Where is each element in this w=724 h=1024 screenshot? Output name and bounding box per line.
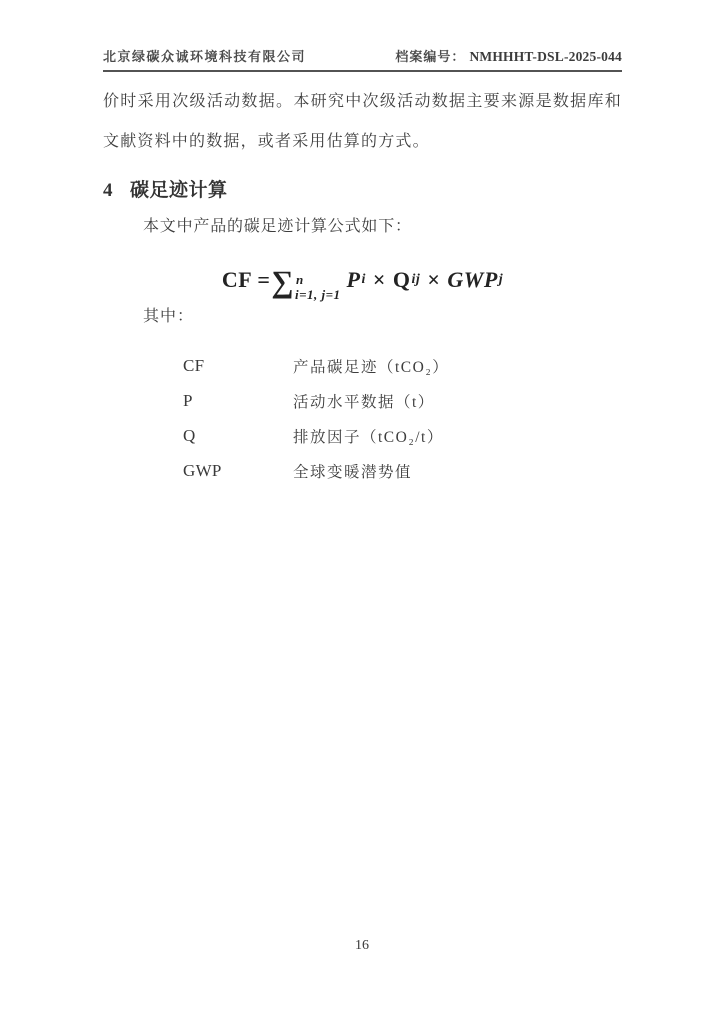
definition-row xyxy=(103,453,622,488)
formula-intro: 本文中产品的碳足迹计算公式如下： xyxy=(143,218,412,235)
definition-list xyxy=(103,348,622,488)
sigma-lower-limit: i=1, j=1 xyxy=(294,287,341,302)
formula-term-q: Q xyxy=(392,267,411,292)
section-heading xyxy=(103,178,622,204)
definition-description: 全球变暖潜势值 xyxy=(293,463,413,481)
formula-term-gwp: GWP xyxy=(447,267,498,292)
definition-description: 活动水平数据（t） xyxy=(293,393,435,411)
formula-lhs: CF = xyxy=(221,267,271,292)
archive-number xyxy=(395,46,622,65)
page-header xyxy=(103,46,622,72)
definition-description: 产品碳足迹（tCO₂） xyxy=(293,358,450,376)
section-number: 4 xyxy=(103,180,113,201)
formula-term-p-subscript: i xyxy=(361,272,366,287)
page-content xyxy=(0,46,724,488)
section-title: 碳足迹计算 xyxy=(130,180,228,201)
definition-term: Q xyxy=(183,425,196,445)
page-footer xyxy=(0,938,724,954)
body-paragraph: 价时采用次级活动数据。本研究中次级活动数据主要来源是数据库和文献资料中的数据，或者采用估算的方式。 xyxy=(103,93,622,150)
formula-term-q-subscript: ij xyxy=(411,272,421,287)
company-name: 北京绿碳众诚环境科技有限公司 xyxy=(103,49,307,64)
formula-term-gwp-subscript: j xyxy=(498,272,504,287)
multiplication-sign: × xyxy=(427,267,441,292)
definition-row xyxy=(103,348,622,383)
definition-term: CF xyxy=(183,355,205,375)
multiplication-sign: × xyxy=(372,267,386,292)
definition-row xyxy=(103,418,622,453)
page-number: 16 xyxy=(355,938,369,953)
definition-term: P xyxy=(183,390,193,410)
definition-row xyxy=(103,383,622,418)
carbon-footprint-formula xyxy=(103,258,622,302)
sigma-upper-limit: n xyxy=(295,272,304,287)
definition-description: 排放因子（tCO₂/t） xyxy=(293,428,444,446)
formula-term-p: P xyxy=(346,267,361,292)
sigma-symbol: ∑ xyxy=(271,263,294,299)
archive-number-label: 档案编号： xyxy=(395,49,466,64)
definition-term: GWP xyxy=(183,460,222,480)
where-label: 其中： xyxy=(143,308,195,325)
sigma-limits xyxy=(295,273,341,301)
archive-number-value: NMHHHT-DSL-2025-044 xyxy=(469,49,622,64)
